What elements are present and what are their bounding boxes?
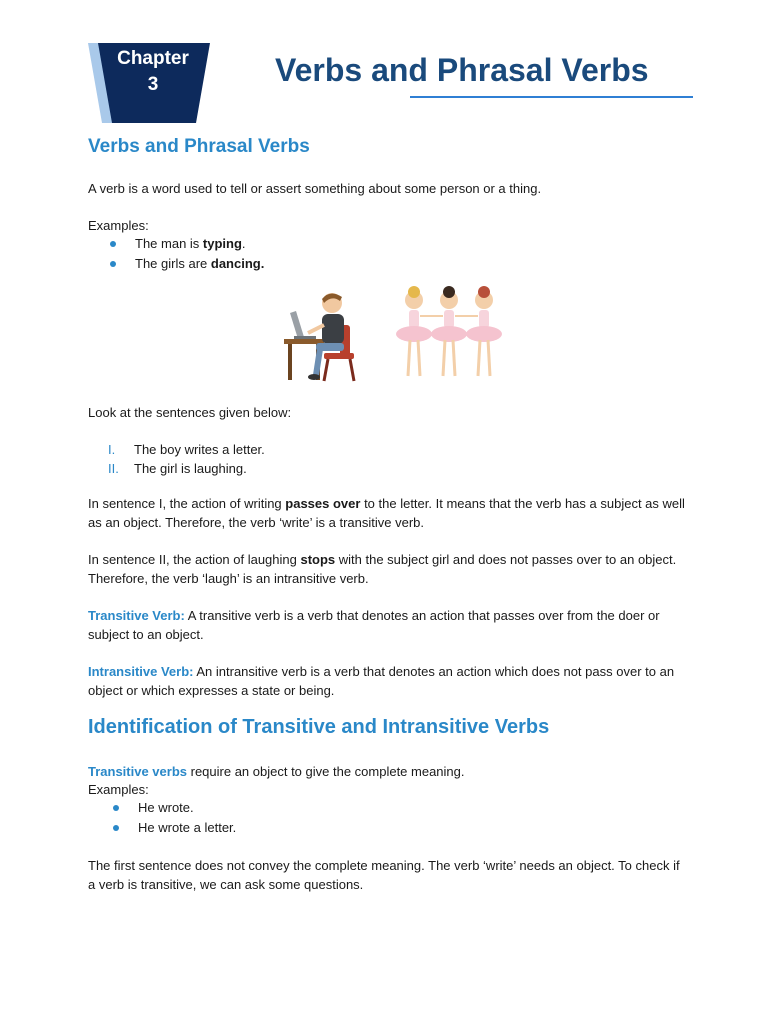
- bullet-icon: [110, 261, 116, 267]
- page-title: Verbs and Phrasal Verbs: [275, 52, 649, 88]
- transitive-definition: Transitive Verb: A transitive verb is a verb that denotes an action that passes over from the doer or subject to an object.: [88, 608, 660, 642]
- section-heading: Verbs and Phrasal Verbs: [88, 136, 310, 157]
- examples-label: Examples:: [88, 782, 149, 797]
- list-item: The man is typing.: [110, 234, 264, 254]
- examples-list: [113, 798, 236, 838]
- chapter-label: Chapter 3: [117, 48, 189, 95]
- look-text: Look at the sentences given below:: [88, 405, 292, 420]
- list-item: I. The boy writes a letter.: [108, 442, 265, 457]
- intransitive-definition: Intransitive Verb: An intransitive verb is a verb that denotes an action which does not pass over to an object or which expresses a state or being.: [88, 664, 675, 698]
- examples-list: [110, 234, 264, 274]
- bullet-icon: [113, 805, 119, 811]
- bullet-icon: [113, 825, 119, 831]
- man-typing-illustration: [282, 287, 368, 383]
- list-item: The girls are dancing.: [110, 254, 264, 274]
- sentence-list: [108, 440, 265, 478]
- closing-paragraph: The first sentence does not convey the complete meaning. The verb ‘write’ needs an object. To check if a verb is transitive, we can ask some questions.: [88, 858, 680, 892]
- bullet-icon: [110, 241, 116, 247]
- verb-definition: A verb is a word used to tell or assert something about some person or a thing.: [88, 181, 542, 196]
- paragraph-sentence-two: In sentence II, the action of laughing stops with the subject girl and does not passes over to an object. Therefore, the verb ‘laugh’ is an intransitive verb.: [88, 552, 677, 586]
- examples-label: Examples:: [88, 218, 149, 233]
- list-item: II. The girl is laughing.: [108, 461, 247, 476]
- transitive-intro: Transitive verbs require an object to give the complete meaning.: [88, 764, 465, 779]
- section-heading: Identification of Transitive and Intransitive Verbs: [88, 716, 550, 738]
- dancing-girls-illustration: [394, 286, 504, 386]
- title-underline: [410, 96, 693, 98]
- list-item: He wrote a letter.: [113, 818, 236, 838]
- paragraph-sentence-one: In sentence I, the action of writing passes over to the letter. It means that the verb has a subject as well as an object. Therefore, the verb ‘write’ is a transitive verb.: [88, 496, 685, 530]
- list-item: He wrote.: [113, 798, 236, 818]
